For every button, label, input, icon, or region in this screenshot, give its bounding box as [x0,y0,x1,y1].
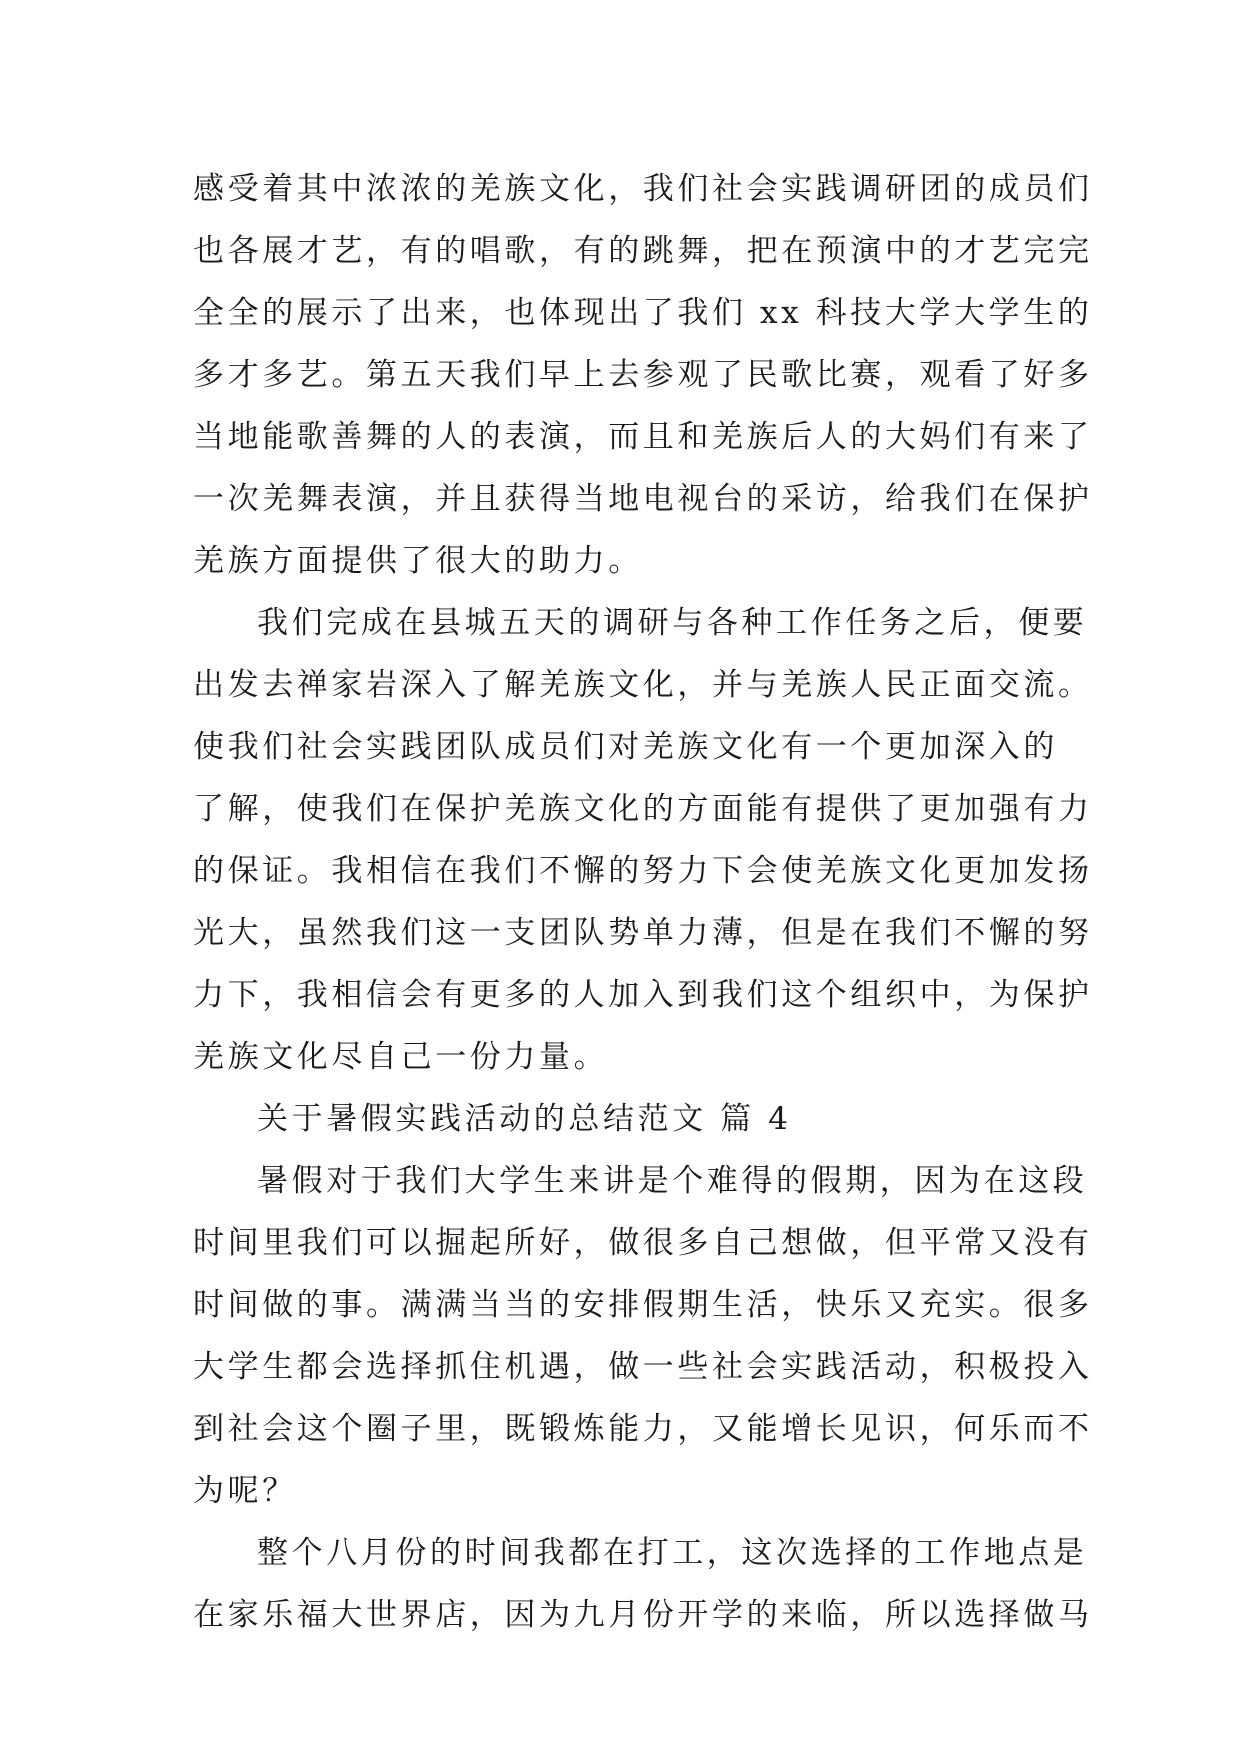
paragraph-first-line: 我们完成在县城五天的调研与各种工作任务之后，便要 [257,605,1088,641]
section-heading: 关于暑假实践活动的总结范文 篇 4 [257,1101,792,1137]
text-line: 羌族文化尽自己一份力量。 [193,1039,609,1075]
text-line: 力下，我相信会有更多的人加入到我们这个组织中，为保护 [193,977,1093,1013]
text-line: 也各展才艺，有的唱歌，有的跳舞，把在预演中的才艺完完 [193,233,1093,269]
text-line: 光大，虽然我们这一支团队势单力薄，但是在我们不懈的努 [193,915,1093,951]
text-line: 在家乐福大世界店，因为九月份开学的来临，所以选择做马 [193,1597,1093,1633]
text-line: 羌族方面提供了很大的助力。 [193,543,643,579]
text-line: 时间里我们可以掘起所好，做很多自己想做，但平常又没有 [193,1225,1093,1261]
text-line: 大学生都会选择抓住机遇，做一些社会实践活动，积极投入 [193,1349,1093,1385]
text-line: 多才多艺。第五天我们早上去参观了民歌比赛，观看了好多 [193,357,1093,393]
text-line: 为呢？ [193,1473,297,1509]
text-line: 出发去禅家岩深入了解羌族文化，并与羌族人民正面交流。 [193,667,1093,703]
text-line: 当地能歌善舞的人的表演，而且和羌族后人的大妈们有来了 [193,419,1093,455]
text-line: 了解，使我们在保护羌族文化的方面能有提供了更加强有力 [193,791,1093,827]
paragraph-first-line: 暑假对于我们大学生来讲是个难得的假期，因为在这段 [257,1163,1088,1199]
body-text [193,158,1093,1646]
paragraph-first-line: 整个八月份的时间我都在打工，这次选择的工作地点是 [257,1535,1088,1571]
text-line: 全全的展示了出来，也体现出了我们 xx 科技大学大学生的 [193,295,1093,331]
text-line: 使我们社会实践团队成员们对羌族文化有一个更加深入的 [193,729,1058,765]
text-line: 时间做的事。满满当当的安排假期生活，快乐又充实。很多 [193,1287,1093,1323]
text-line: 感受着其中浓浓的羌族文化，我们社会实践调研团的成员们 [193,171,1093,207]
text-line: 一次羌舞表演，并且获得当地电视台的采访，给我们在保护 [193,481,1093,517]
text-line: 到社会这个圈子里，既锻炼能力，又能增长见识，何乐而不 [193,1411,1093,1447]
text-line: 的保证。我相信在我们不懈的努力下会使羌族文化更加发扬 [193,853,1093,889]
